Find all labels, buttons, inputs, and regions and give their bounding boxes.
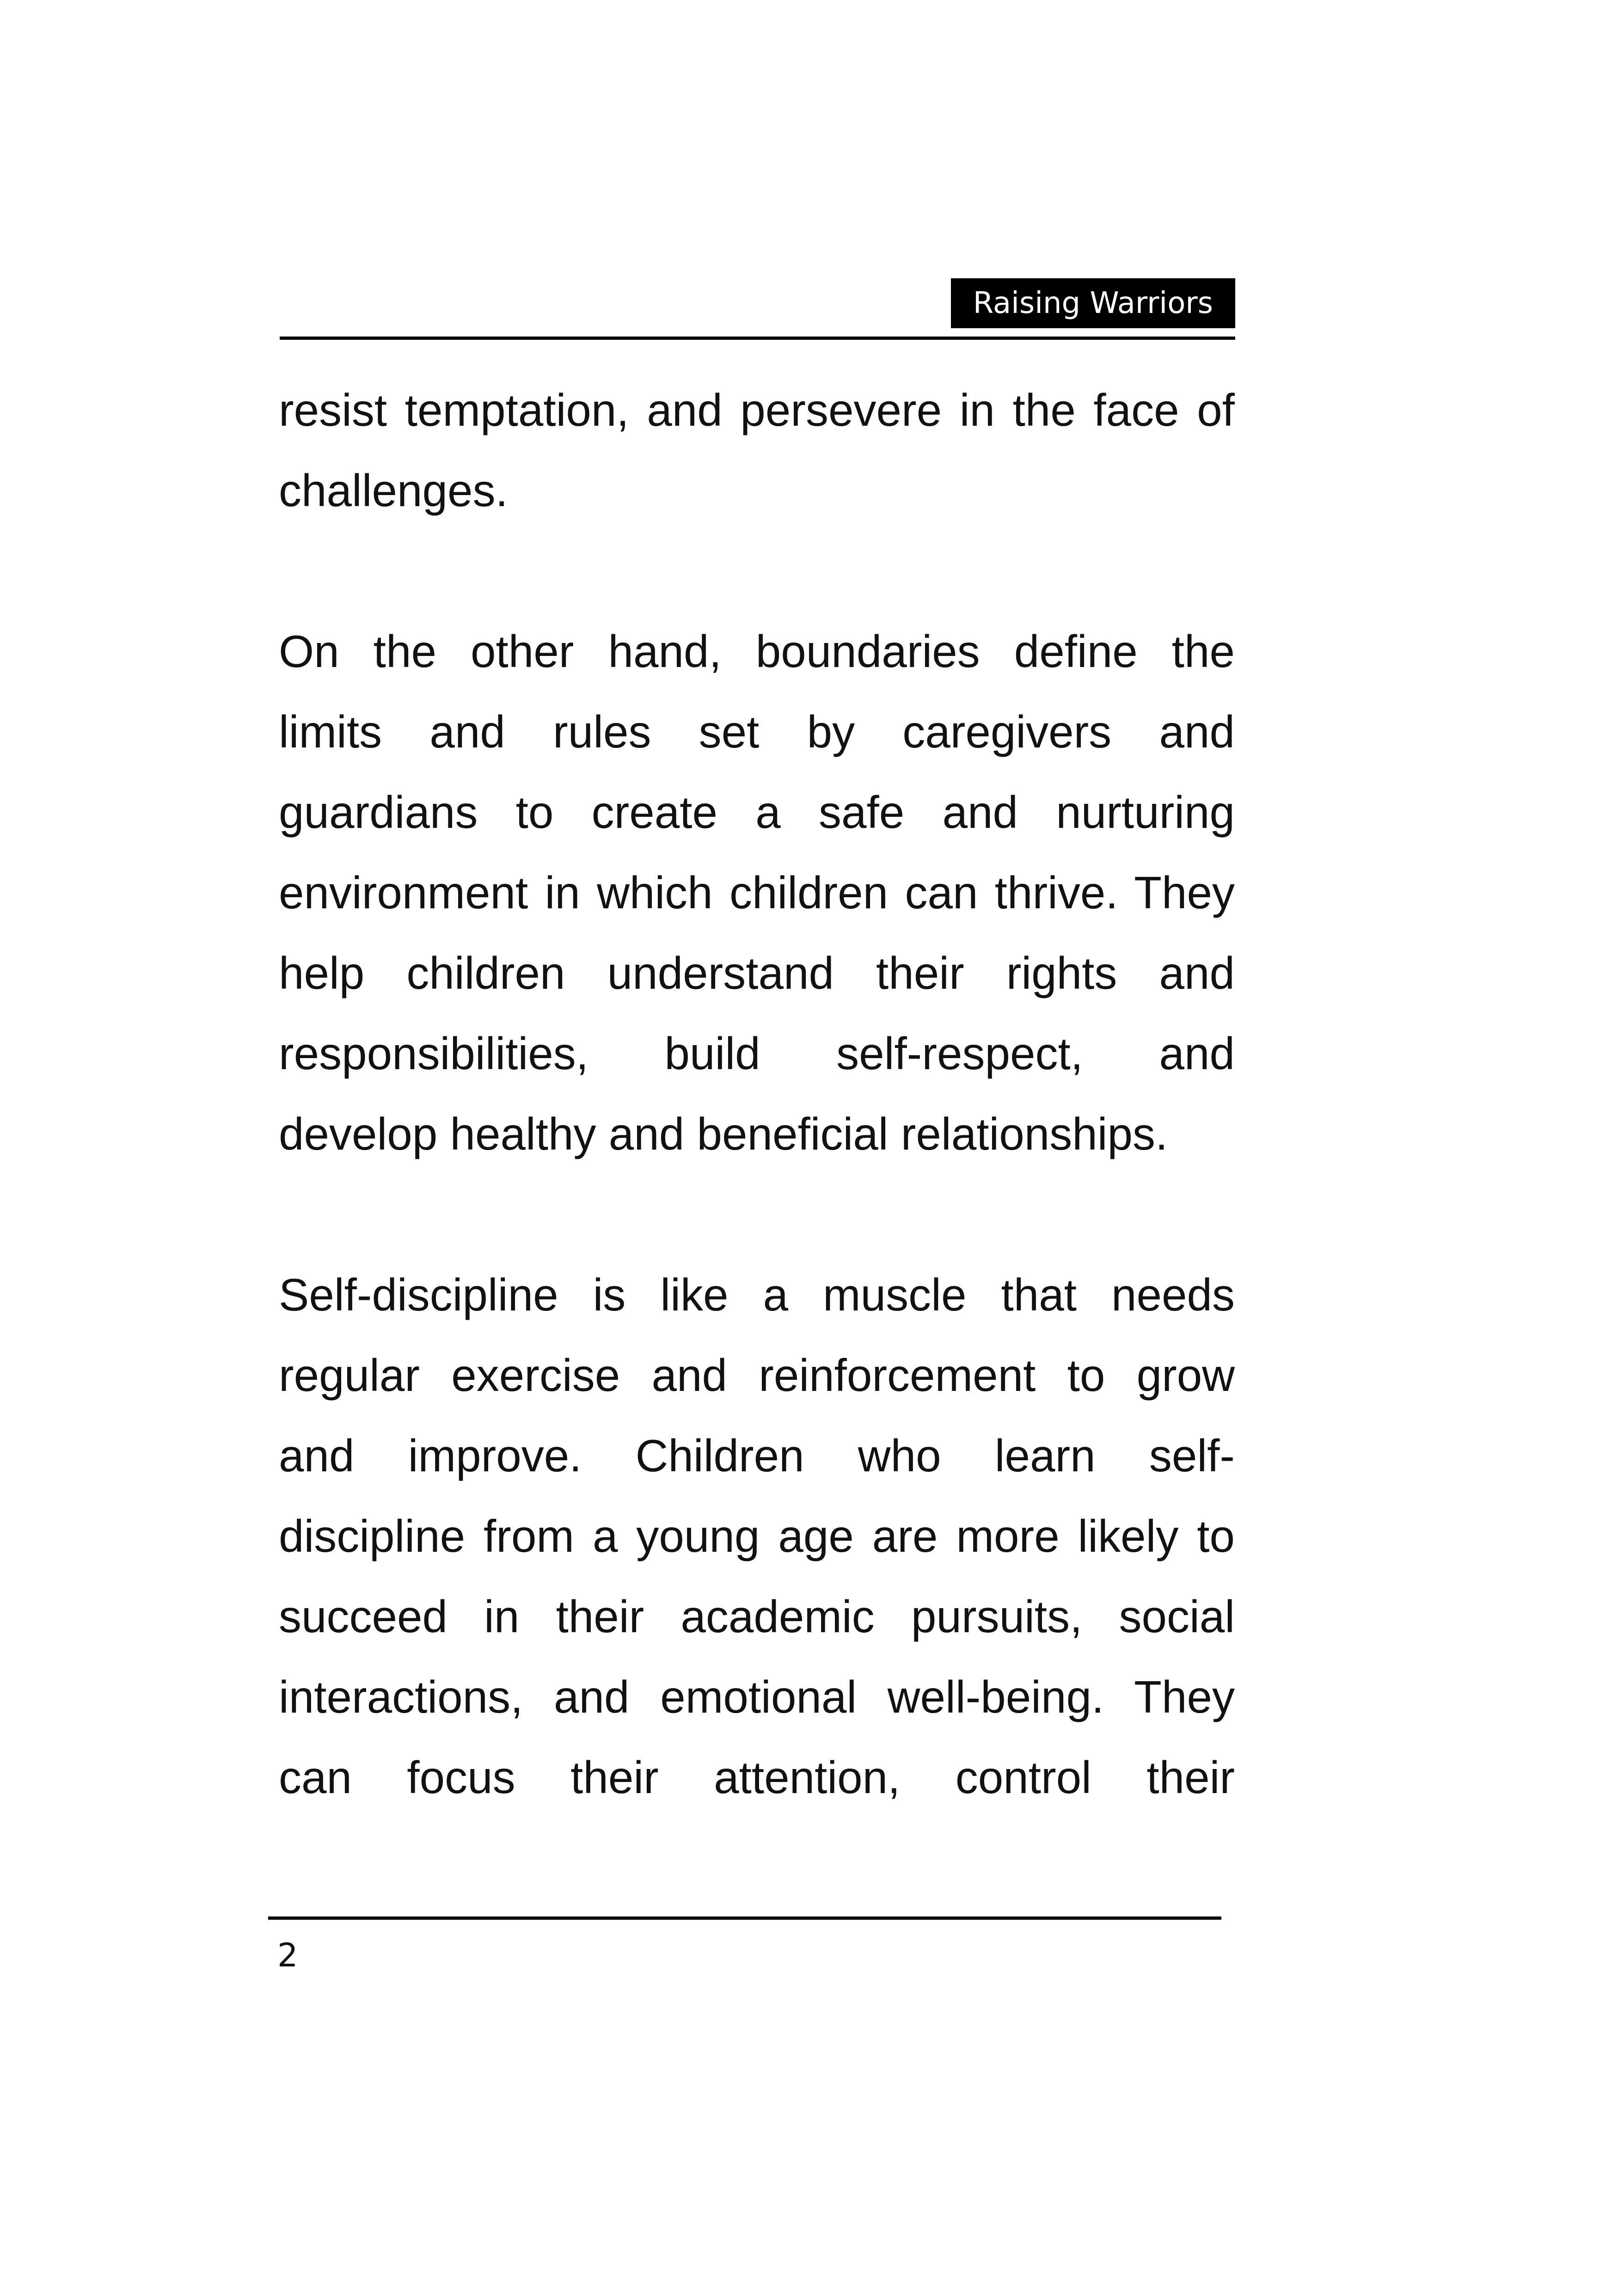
text-line: regular exercise and reinforcement to grow (279, 1350, 1235, 1401)
page-header (280, 278, 1235, 339)
page-number: 2 (277, 1936, 298, 1974)
paragraph-gap (279, 1174, 1235, 1255)
paragraph (279, 1255, 1235, 1818)
text-line: develop healthy and beneficial relationships. (279, 1108, 1168, 1159)
text-line: On the other hand, boundaries define the (279, 626, 1235, 677)
text-line: interactions, and emotional well-being. They (279, 1671, 1235, 1722)
footer-rule (268, 1916, 1221, 1920)
text-line: challenges. (279, 465, 508, 516)
text-line: and improve. Children who learn self- (279, 1430, 1235, 1481)
text-line: succeed in their academic pursuits, social (279, 1591, 1235, 1642)
text-line: Self-discipline is like a muscle that needs (279, 1269, 1235, 1320)
text-line: environment in which children can thrive. They (279, 867, 1235, 918)
paragraph (279, 370, 1235, 531)
text-line: resist temptation, and persevere in the face of (279, 385, 1235, 435)
text-line: responsibilities, build self-respect, and (279, 1028, 1235, 1079)
text-line: can focus their attention, control their (279, 1752, 1235, 1803)
text-line: help children understand their rights and (279, 948, 1235, 998)
text-line: limits and rules set by caregivers and (279, 706, 1235, 757)
text-line: guardians to create a safe and nurturing (279, 787, 1235, 838)
paragraph (279, 611, 1235, 1174)
text-line: discipline from a young age are more likely to (279, 1511, 1235, 1561)
running-header-title: Raising Warriors (951, 278, 1235, 328)
paragraph-gap (279, 531, 1235, 611)
body-text (279, 370, 1235, 1818)
header-rule (280, 337, 1235, 340)
